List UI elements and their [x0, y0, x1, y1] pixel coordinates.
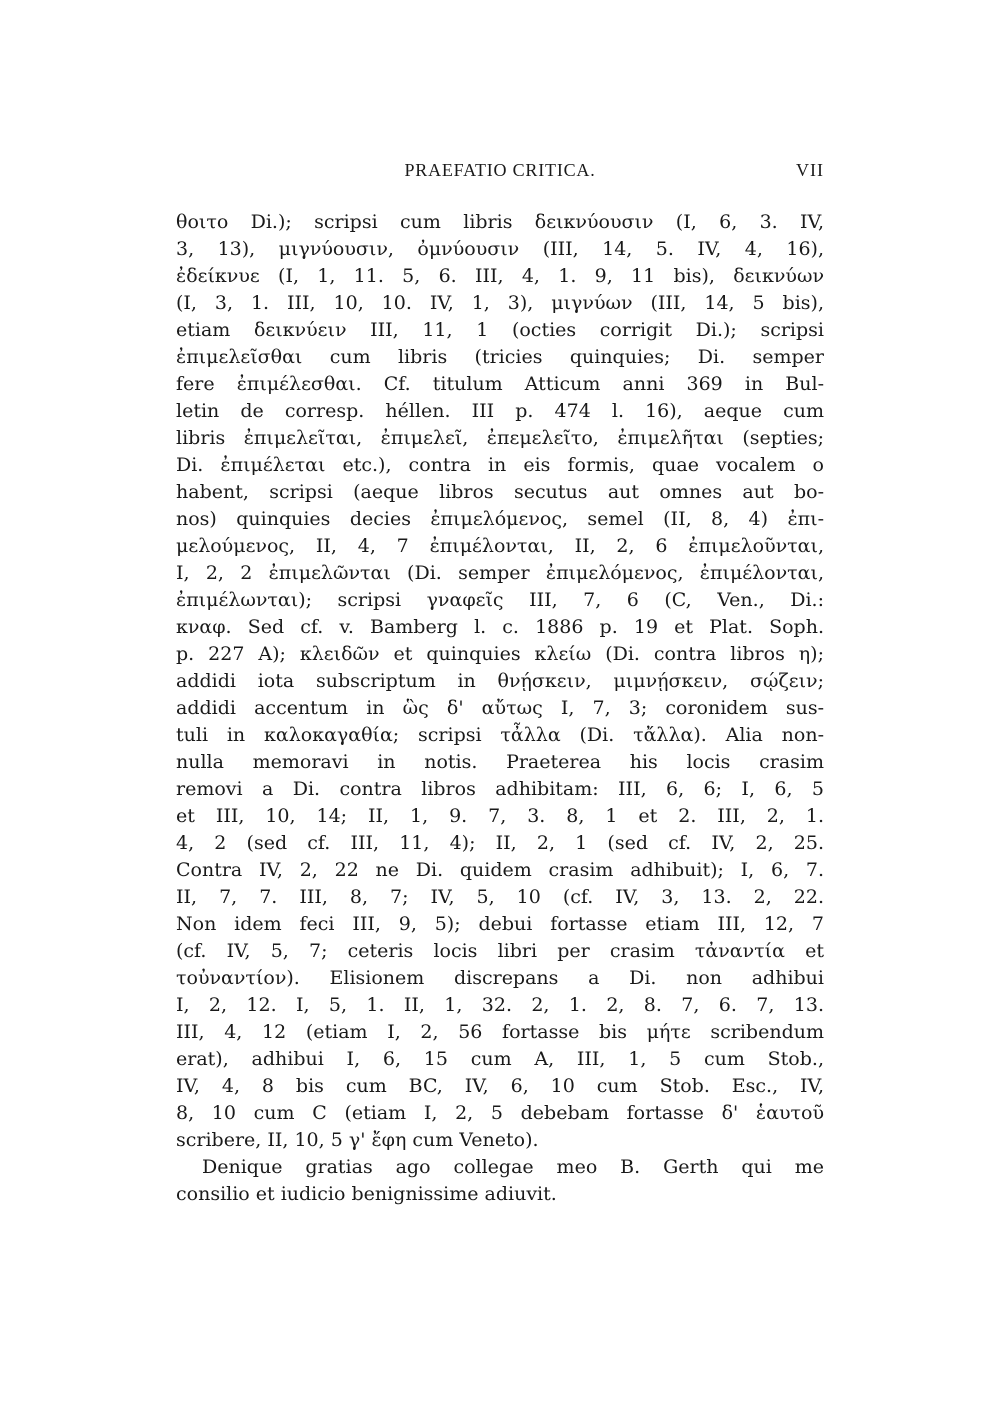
text-line: nulla memoravi in notis. Praeterea his locis crasim — [176, 751, 824, 773]
body-text — [176, 209, 824, 1208]
text-line: μελούμενος, II, 4, 7 ἐπιμέλονται, II, 2, 6 ἐπιμελοῦνται, — [176, 535, 824, 557]
text-line: ἐπιμελεῖσθαι cum libris (tricies quinquies; Di. semper — [176, 346, 824, 368]
text-line: Non idem feci III, 9, 5); debui fortasse etiam III, 12, 7 — [176, 913, 824, 935]
text-line: habent, scripsi (aeque libros secutus aut omnes aut bo- — [176, 481, 824, 503]
text-line: 4, 2 (sed cf. III, 11, 4); II, 2, 1 (sed cf. IV, 2, 25. — [176, 832, 824, 854]
paragraph-critical-notes — [176, 209, 824, 1154]
text-line: erat), adhibui I, 6, 15 cum A, III, 1, 5 cum Stob., — [176, 1048, 824, 1070]
text-line: I, 2, 12. I, 5, 1. II, 1, 32. 2, 1. 2, 8. 7, 6. 7, 13. — [176, 994, 824, 1016]
text-line: Denique gratias ago collegae meo B. Gerth qui me — [202, 1156, 824, 1178]
text-line: tuli in καλοκαγαθία; scripsi τἆλλα (Di. τἄλλα). Alia non- — [176, 724, 824, 746]
text-line: removi a Di. contra libros adhibitam: III, 6, 6; I, 6, 5 — [176, 778, 824, 800]
paragraph-acknowledgement — [176, 1154, 824, 1208]
text-line: Contra IV, 2, 22 ne Di. quidem crasim adhibuit); I, 6, 7. — [176, 859, 824, 881]
text-line: addidi iota subscriptum in θνῄσκειν, μιμνῄσκειν, σῴζειν; — [176, 670, 824, 692]
text-line: ἐδείκνυε (I, 1, 11. 5, 6. III, 4, 1. 9, 11 bis), δεικνύων — [176, 265, 824, 287]
text-line: fere ἐπιμέλεσθαι. Cf. titulum Atticum anni 369 in Bul- — [176, 373, 824, 395]
text-line: (cf. IV, 5, 7; ceteris locis libri per crasim τἀναντία et — [176, 940, 824, 962]
text-line: addidi accentum in ὣς δ' αὔτως I, 7, 3; coronidem sus- — [176, 697, 824, 719]
text-line: et III, 10, 14; II, 1, 9. 7, 3. 8, 1 et 2. III, 2, 1. — [176, 805, 824, 827]
text-line: (I, 3, 1. III, 10, 10. IV, 1, 3), μιγνύων (III, 14, 5 bis), — [176, 292, 824, 314]
text-line: κναφ. Sed cf. v. Bamberg l. c. 1886 p. 19 et Plat. Soph. — [176, 616, 824, 638]
text-line: ἐπιμέλωνται); scripsi γναφεῖς III, 7, 6 (C, Ven., Di.: — [176, 589, 824, 611]
text-line: IV, 4, 8 bis cum BC, IV, 6, 10 cum Stob. Esc., IV, — [176, 1075, 824, 1097]
text-line: letin de corresp. héllen. III p. 474 l. 16), aeque cum — [176, 400, 824, 422]
text-line: 3, 13), μιγνύουσιν, ὀμνύουσιν (III, 14, 5. IV, 4, 16), — [176, 238, 824, 260]
text-line: 8, 10 cum C (etiam I, 2, 5 debebam fortasse δ' ἑαυτοῦ — [176, 1102, 824, 1124]
text-line: III, 4, 12 (etiam I, 2, 56 fortasse bis μήτε scribendum — [176, 1021, 824, 1043]
text-line: scribere, II, 10, 5 γ' ἔφη cum Veneto). — [176, 1129, 539, 1151]
text-line: libris ἐπιμελεῖται, ἐπιμελεῖ, ἐπεμελεῖτο, ἐπιμελῆται (septies; — [176, 427, 824, 449]
text-line: II, 7, 7. III, 8, 7; IV, 5, 10 (cf. IV, 3, 13. 2, 22. — [176, 886, 824, 908]
running-title: PRAEFATIO CRITICA. — [404, 160, 596, 180]
text-line: nos) quinquies decies ἐπιμελόμενος, semel (II, 8, 4) ἐπι- — [176, 508, 824, 530]
text-line: I, 2, 2 ἐπιμελῶνται (Di. semper ἐπιμελόμενος, ἐπιμέλονται, — [176, 562, 824, 584]
text-line: τοὐναντίον). Elisionem discrepans a Di. non adhibui — [176, 967, 824, 989]
text-line: θοιτο Di.); scripsi cum libris δεικνύουσιν (I, 6, 3. IV, — [176, 211, 824, 233]
text-line: Di. ἐπιμέλεται etc.), contra in eis formis, quae vocalem o — [176, 454, 824, 476]
text-line: p. 227 A); κλειδῶν et quinquies κλείω (Di. contra libros η); — [176, 643, 824, 665]
text-line: etiam δεικνύειν III, 11, 1 (octies corrigit Di.); scripsi — [176, 319, 824, 341]
page-number: VII — [796, 160, 824, 180]
running-head — [176, 160, 824, 190]
text-line: consilio et iudicio benignissime adiuvit. — [176, 1183, 557, 1205]
